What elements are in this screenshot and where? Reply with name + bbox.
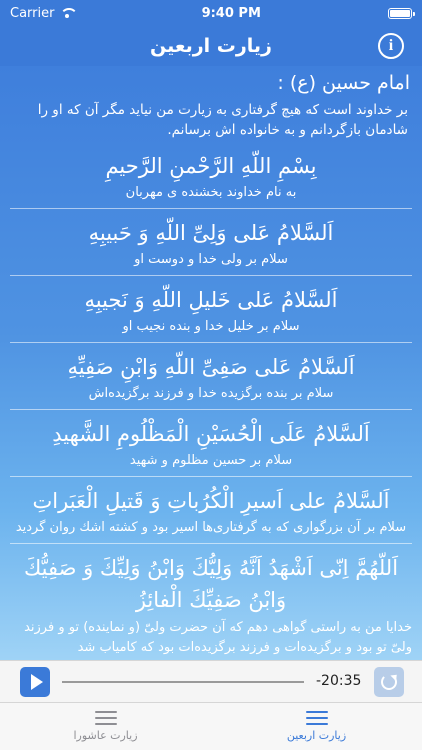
status-bar	[0, 0, 422, 26]
verse-block	[10, 351, 412, 403]
wifi-icon	[60, 8, 74, 18]
verse-translation: به نام خداوند بخشنده ی مهربان	[125, 185, 297, 200]
divider	[10, 409, 412, 410]
info-icon: i	[388, 37, 394, 54]
verse-translation: سلام بر آن بزرگواری که به گرفتاری‌ها اسیر بود و کشته اشك روان گردید	[15, 520, 407, 535]
verse-block	[10, 150, 412, 202]
verse-translation: سلام بر ولی خدا و دوست او	[134, 252, 288, 267]
verse-block	[10, 552, 412, 658]
verse-arabic: اَلسَّلامُ علی اَسيرِ الْكُرُباتِ وَ قَتيلِ الْعَبَراتِ	[32, 489, 390, 513]
verse-arabic: اَلسَّلامُ عَلی وَلِیِّ اللّهِ وَ حَبيبِهِ	[88, 221, 334, 245]
divider	[10, 476, 412, 477]
divider	[10, 208, 412, 209]
verse-arabic: اَلسَّلامُ عَلی خَليلِ اللّهِ وَ نَجيبِهِ	[84, 288, 338, 312]
verse-block	[10, 485, 412, 537]
verse-arabic: بِسْمِ اللّهِ الرَّحْمنِ الرَّحيمِ	[105, 154, 317, 178]
carrier-label: Carrier	[10, 5, 55, 21]
verse-arabic: اَلسَّلامُ عَلی صَفِیِّ اللّهِ وَابْنِ صَفِيِّهِ	[67, 355, 355, 379]
navigation-bar	[0, 26, 422, 66]
divider	[10, 342, 412, 343]
page-title: زیارت اربعین	[149, 35, 272, 57]
verse-translation: خدایا من به راستی گواهی دهم که آن حضرت ولیّ (و نماینده) تو و فرزند ولیّ تو بود و برگزیده‌ات و فرزند برگزیده‌ات بود که کامیاب شد	[24, 620, 412, 655]
verse-block	[10, 284, 412, 336]
time-remaining: -20:35	[316, 673, 362, 689]
hadith-heading: امام حسین (ع) :	[277, 72, 410, 94]
list-icon	[95, 711, 117, 725]
play-button[interactable]	[20, 667, 50, 697]
repeat-icon	[381, 674, 397, 690]
list-icon	[306, 711, 328, 725]
tab-ashura[interactable]	[0, 703, 211, 750]
hadith-text: بر خداوند است که هیچ گرفتاری به زیارت من نیاید مگر آن که او را شادمان بازگردانم و به خانواده اش برسانم.	[37, 102, 408, 138]
verse-arabic: اَلسَّلامُ عَلَی الْحُسَيْنِ الْمَظْلُومِ الشَّهيدِ	[52, 422, 370, 446]
divider	[10, 275, 412, 276]
progress-slider[interactable]	[62, 681, 304, 683]
repeat-button[interactable]	[374, 667, 404, 697]
play-icon	[31, 674, 43, 690]
tab-arbaeen[interactable]	[211, 703, 422, 750]
status-left	[10, 6, 74, 21]
verse-translation: سلام بر حسین مظلوم و شهید	[129, 453, 293, 468]
verse-translation: سلام بر خلیل خدا و بنده نجیب او	[122, 319, 300, 334]
verse-translation: سلام بر بنده برگزیده خدا و فرزند برگزیده‌اش	[88, 386, 334, 401]
tab-label: زیارت عاشورا	[73, 729, 138, 742]
status-time: 9:40 PM	[201, 5, 261, 21]
verse-block	[10, 418, 412, 470]
info-button[interactable]	[378, 33, 404, 59]
audio-player	[0, 660, 422, 702]
divider	[10, 543, 412, 544]
verse-arabic: اَللّهُمَّ اِنّی اَشْهَدُ اَنَّهُ وَلِيُّكَ وَابْنُ وَلِيِّكَ وَ صَفِيُّكَ وَابْنُ صَفِيِّكَ الْفائِزُ	[23, 556, 399, 612]
ziyarat-text-scroll[interactable]	[0, 66, 422, 660]
verse-block	[10, 217, 412, 269]
tab-label: زیارت اربعین	[286, 729, 347, 742]
tab-bar	[0, 702, 422, 750]
battery-icon	[388, 8, 412, 19]
